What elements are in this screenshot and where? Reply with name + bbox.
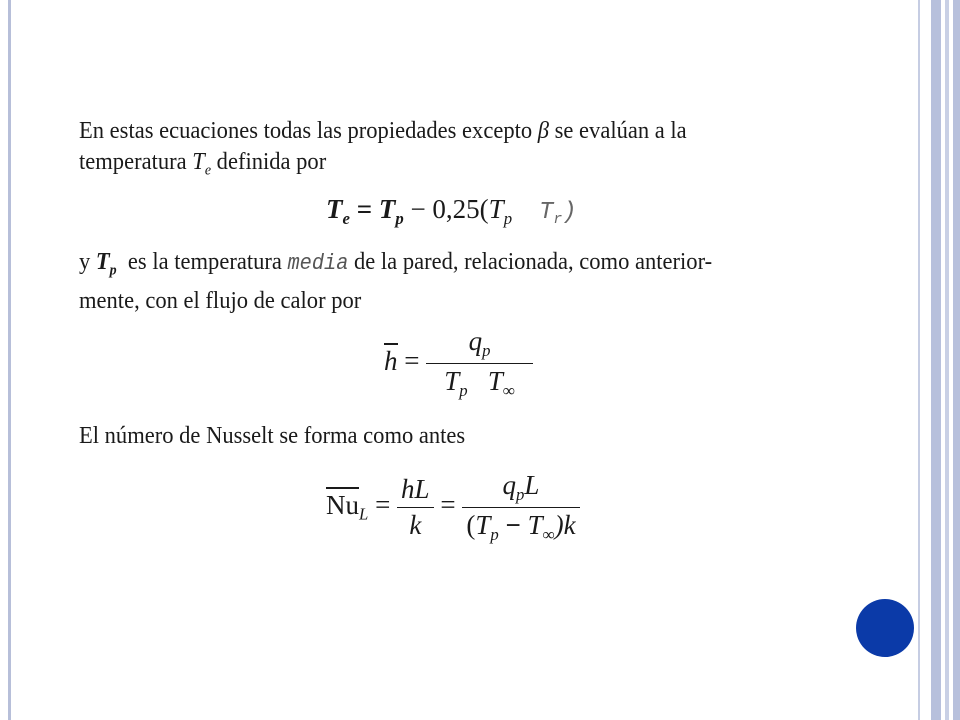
equation-nusselt: $Nu_L$ = $\frac{hL}{k}$ = $\frac{q_pL}{(T_p - T_\infty)k}$	[326, 470, 580, 545]
frame-line	[945, 0, 949, 720]
equation-te: $T_e = T_p - 0,25(T_p$ $T_r$)	[326, 194, 577, 229]
equation-h: h = $\frac{q_p}{T_p T_\infty}$	[384, 326, 533, 401]
paragraph-3	[79, 420, 815, 451]
text: mente, con el flujo de calor por	[79, 287, 362, 315]
fraction: $\frac{q_p}{T_p T_\infty}$	[426, 326, 533, 401]
text: En estas ecuaciones todas las propiedades excepto	[79, 117, 533, 144]
slide-bullet-dot	[856, 599, 914, 657]
paragraph-2	[79, 246, 815, 316]
symbol-tp: $T_p$	[95, 248, 117, 279]
paragraph-1	[79, 115, 815, 185]
text: se evalúan a la	[554, 117, 687, 144]
fraction: $\frac{q_pL}{(T_p - T_\infty)k}$	[462, 470, 579, 545]
fraction: $\frac{hL}{k}$	[397, 474, 434, 541]
frame-line	[953, 0, 960, 720]
beta-symbol: β	[537, 117, 550, 144]
right-frame	[918, 0, 960, 720]
left-border	[8, 0, 11, 720]
symbol-te: $T_e$	[192, 148, 212, 179]
faint-term: $T_r$)	[539, 199, 577, 229]
text: y	[79, 248, 91, 275]
word-media: media	[287, 251, 349, 276]
frame-line	[918, 0, 920, 720]
text: es la temperatura	[127, 248, 282, 275]
text: El número de Nusselt se forma como antes	[79, 422, 466, 449]
frame-line	[931, 0, 941, 720]
text: temperatura	[79, 148, 187, 175]
text: definida por	[216, 148, 327, 175]
text: de la pared, relacionada, como anterior-	[354, 248, 713, 275]
